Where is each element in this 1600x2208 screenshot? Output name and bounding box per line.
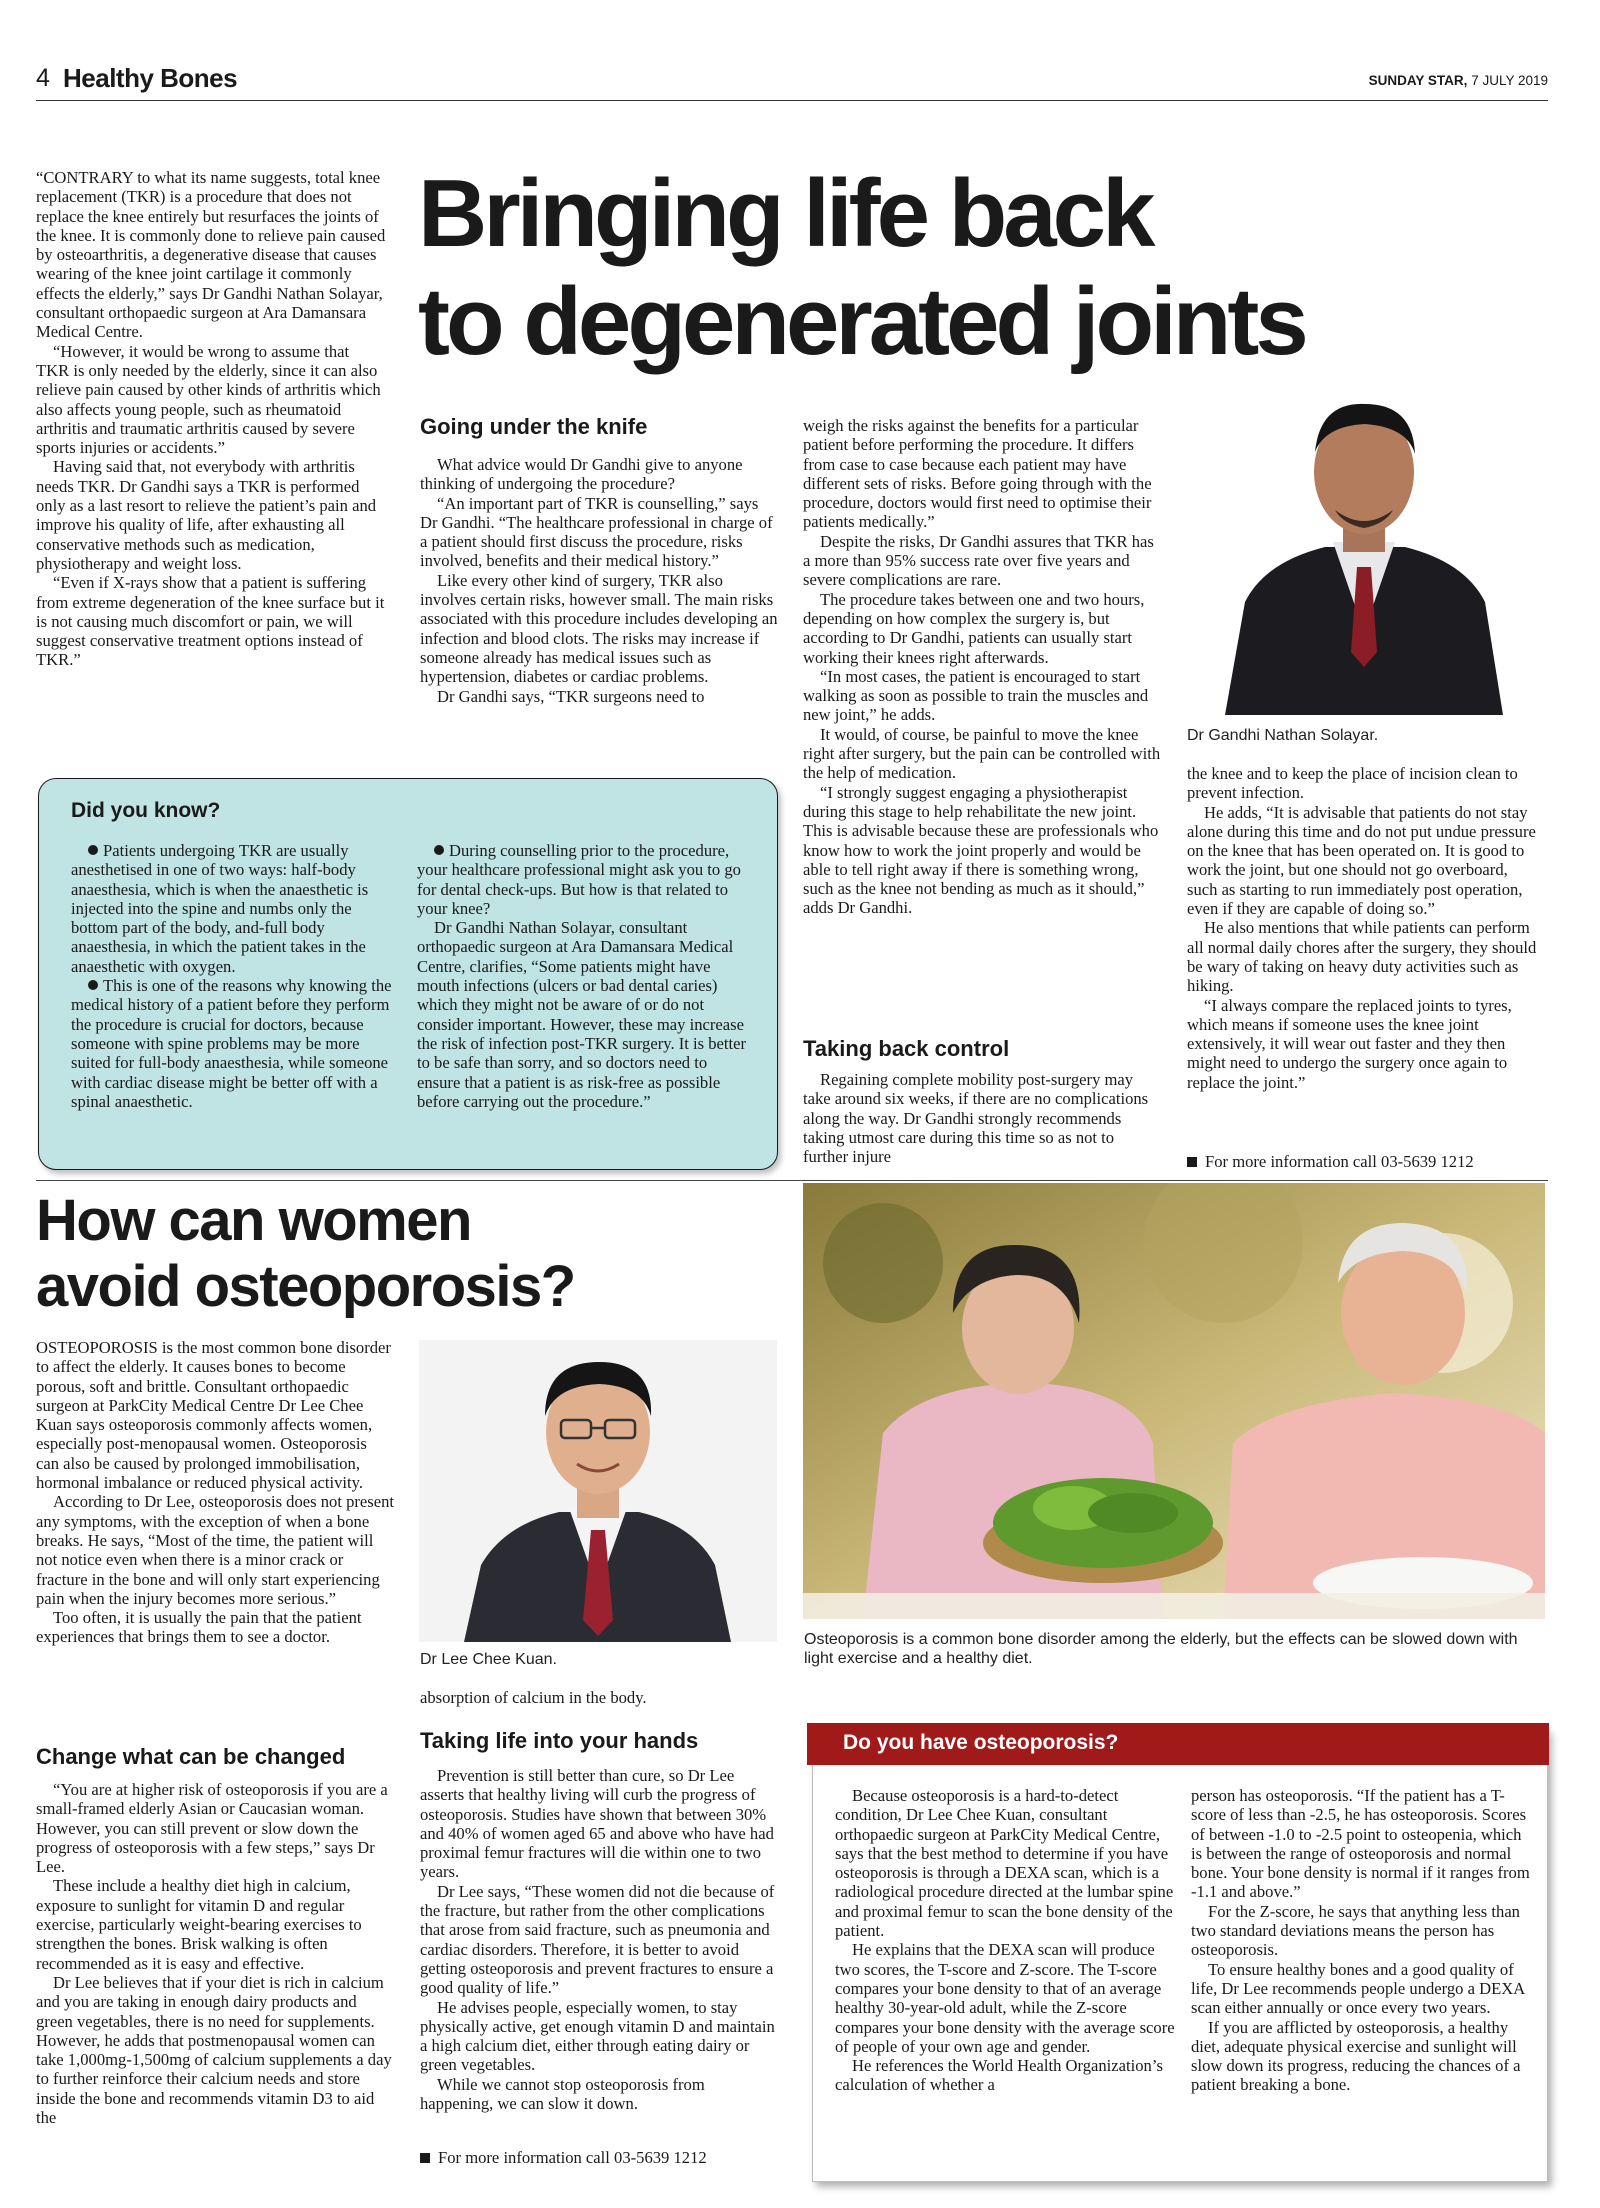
headline-line-1: How can women — [36, 1188, 471, 1253]
paragraph: “I strongly suggest engaging a physiotherapist during this stage to help rehabilitate the new joint. This is advisable because these are professionals who know how to work the joint properly and would be able to tell right away if there is something wrong, such as the knee not bending as much as it should,” adds Dr Gandhi. — [803, 782, 1159, 918]
bullet-icon — [88, 980, 98, 990]
article2-column-1 — [36, 1338, 394, 1647]
paragraph: He explains that the DEXA scan will produce two scores, the T-score and Z-score. The T-score compares your bone density to that of an average healthy 30-year-old adult, while the Z-score compares your bone density with the average score of people of your own age and gender. — [835, 1940, 1175, 2056]
paragraph: OSTEOPOROSIS is the most common bone disorder to affect the elderly. It causes bones to become porous, soft and brittle. Consultant orthopaedic surgeon at ParkCity Medical Centre Dr Lee Chee Kuan says osteoporosis commonly affects women, especially post-menopausal women. Osteoporosis can also be caused by prolonged immobilisation, hormonal imbalance or reduced physical activity. — [36, 1338, 391, 1493]
contact-line-article-1 — [1187, 1152, 1474, 1172]
osteoporosis-box-title: Do you have osteoporosis? — [843, 1731, 1119, 1754]
paragraph: Dr Lee believes that if your diet is rich in calcium and you are taking in enough dairy products and green vegetables, there is no need for supplements. However, he adds that postmenopausal women can take 1,000mg-1,500mg of calcium supplements a day to further reinforce their calcium needs and store inside the bone and recommends vitamin D3 to aid the — [36, 1972, 392, 2128]
paragraph: These include a healthy diet high in calcium, exposure to sunlight for vitamin D and regular exercise, particularly weight-bearing exercises to strengthen the bones. Brisk walking is often recommended as it is easy and effective. — [36, 1876, 362, 1973]
photo-caption-gandhi: Dr Gandhi Nathan Solayar. — [1187, 727, 1379, 744]
did-you-know-right-column — [417, 841, 747, 1111]
page-header — [36, 60, 1548, 101]
article1-column-1 — [36, 168, 386, 670]
article1-column-3 — [803, 416, 1161, 918]
photo-caption-lee: Dr Lee Chee Kuan. — [420, 1651, 557, 1668]
did-you-know-left-column — [71, 841, 401, 1111]
article1-column-3b — [803, 1070, 1161, 1166]
paragraph: “I always compare the replaced joints to tyres, which means if someone uses the knee joint extensively, it will wear out faster and they then might need to undergo the surgery once again to replace the joint.” — [1187, 995, 1512, 1092]
paragraph: He adds, “It is advisable that patients do not stay alone during this time and do not put undue pressure on the knee that has been operated on. It is good to work the joint, but one should not go overboard, such as starting to run immediately post operation, even if they are capable of doing so.” — [1187, 802, 1536, 919]
subhead-taking-life-into-your-hands: Taking life into your hands — [420, 1728, 699, 1753]
subhead-going-under-the-knife: Going under the knife — [420, 414, 648, 439]
headline-line-1: Bringing life back — [418, 160, 1152, 267]
paragraph: Prevention is still better than cure, so Dr Lee asserts that healthy living will curb the progress of osteoporosis. Studies have shown that between 30% and 40% of women aged 65 and above who have had proximal femur fractures will die within one to two years. — [420, 1766, 774, 1882]
contact-text: For more information call 03-5639 1212 — [1205, 1152, 1474, 1171]
osteoporosis-box-header — [807, 1723, 1549, 1765]
article1-column-4 — [1187, 764, 1541, 1092]
paragraph: “Even if X-rays show that a patient is suffering from extreme degeneration of the knee surface but it is not causing much discomfort or pain, we will suggest conservative treatment options instead of TKR.” — [36, 573, 385, 670]
paragraph: “CONTRARY to what its name suggests, total knee replacement (TKR) is a procedure that does not replace the knee entirely but resurfaces the joints of the knee. It is commonly done to relieve pain caused by osteoarthritis, a degenerative disease that causes wearing of the knee joint cartilage it commonly effects the elderly,” says Dr Gandhi Nathan Solayar, consultant orthopaedic surgeon at Ara Damansara Medical Centre. — [36, 168, 386, 342]
paragraph: Having said that, not everybody with arthritis needs TKR. Dr Gandhi says a TKR is performed only as a last resort to relieve the patient’s pain and improve his quality of life, after exhausting all conservative methods such as medication, physiotherapy and weight loss. — [36, 457, 377, 573]
paragraph: For the Z-score, he says that anything less than two standard deviations means the person has osteoporosis. — [1191, 1901, 1520, 1960]
paragraph: Like every other kind of surgery, TKR also involves certain risks, however small. The main risks associated with this procedure includes developing an infection and blood clots. The risks may increase if someone already has medical issues such as hypertension, diabetes or cardiac problems. — [420, 570, 778, 687]
article2-column-2 — [420, 1766, 778, 2113]
paragraph: Dr Gandhi says, “TKR surgeons need to — [437, 686, 705, 706]
photo-dr-gandhi — [1185, 392, 1543, 715]
paragraph: Regaining complete mobility post-surgery may take around six weeks, if there are no complications along the way. Dr Gandhi strongly recommends taking utmost care during this time so as not to further injure — [803, 1070, 1149, 1167]
contact-line-article-2 — [420, 2148, 707, 2168]
bullet-paragraph: This is one of the reasons why knowing the medical history of a patient before they perform the procedure is crucial for doctors, because someone with spine problems may be more suited for full-body anaesthesia, while someone with cardiac disease might be better off with a spinal anaesthetic. — [71, 976, 392, 1111]
paragraph: While we cannot stop osteoporosis from happening, we can slow it down. — [420, 2074, 705, 2114]
article2-column-2a — [420, 1688, 778, 1707]
portrait-illustration — [419, 1340, 777, 1642]
paragraph: If you are afflicted by osteoporosis, a healthy diet, adequate physical exercise and sunlight will slow down its progress, reducing the chances of a patient breaking a bone. — [1191, 2017, 1521, 2095]
article2-column-1b — [36, 1780, 394, 2127]
section-title: Healthy Bones — [63, 63, 238, 93]
headline-line-2: to degenerated joints — [418, 268, 1305, 375]
osteoporosis-box — [812, 1728, 1548, 2182]
dateline — [1369, 73, 1548, 88]
photo-elderly-couple — [803, 1183, 1545, 1619]
did-you-know-box — [38, 778, 778, 1170]
page-number: 4 — [36, 64, 50, 92]
headline-article-2 — [36, 1188, 796, 1320]
paragraph: He also mentions that while patients can perform all normal daily chores after the surgery, they should be wary of taking on heavy duty activities such as hiking. — [1187, 918, 1537, 996]
paragraph: Dr Lee says, “These women did not die because of the fracture, but rather from the other complications that arose from said fracture, such as pneumonia and cardiac disorders. Therefore, it is better to avoid getting osteoporosis and prevent fractures to ensure a good quality of life.” — [420, 1881, 775, 1998]
paragraph: “An important part of TKR is counselling,” says Dr Gandhi. “The healthcare professional in charge of a patient should first discuss the procedure, risks involved, benefits and their medical history.” — [420, 493, 773, 571]
paragraph: Despite the risks, Dr Gandhi assures that TKR has a more than 95% success rate over five years and severe complications are rare. — [803, 531, 1154, 590]
osteoporosis-left-column — [835, 1786, 1181, 2095]
article-divider — [36, 1180, 1548, 1181]
paragraph: He advises people, especially women, to stay physically active, get enough vitamin D and maintain a high calcium diet, either through eating dairy or green vegetables. — [420, 1997, 775, 2075]
paragraph: The procedure takes between one and two hours, depending on how complex the surgery is, but according to Dr Gandhi, patients can usually start working their knees right afterwards. — [803, 589, 1145, 667]
paragraph: It would, of course, be painful to move the knee right after surgery, but the pain can be controlled with the help of medication. — [803, 724, 1161, 783]
bullet-paragraph: During counselling prior to the procedure, your healthcare professional might ask you to go for dental check-ups. But how is that related to your knee? — [417, 841, 741, 918]
paragraph: According to Dr Lee, osteoporosis does not present any symptoms, with the exception of when a bone breaks. He says, “Most of the time, the patient will not notice even when there is a minor crack or fracture in the bone and will only start experiencing pain when the injury becomes more serious.” — [36, 1492, 395, 1608]
paragraph: To ensure healthy bones and a good quality of life, Dr Lee recommends people undergo a DEXA scan either annually or once every two years. — [1191, 1959, 1525, 2018]
subhead-change-what-can-be-changed: Change what can be changed — [36, 1744, 346, 1769]
paragraph: Dr Gandhi Nathan Solayar, consultant orthopaedic surgeon at Ara Damansara Medical Centre, clarifies, “Some patients might have mouth infections (ulcers or bad dental caries) which they might not be aware of or do not consider important. However, these may increase the risk of infection post-TKR surgery. It is better to be safe than sorry, and so doctors need to ensure that a patient is as risk-free as possible before carrying out the procedure.” — [417, 918, 747, 1111]
paragraph: Too often, it is usually the pain that the patient experiences that brings them to see a doctor. — [36, 1608, 362, 1647]
headline-line-2: avoid osteoporosis? — [36, 1254, 575, 1319]
paragraph: absorption of calcium in the body. — [420, 1688, 647, 1707]
did-you-know-title: Did you know? — [71, 799, 221, 822]
paragraph: the knee and to keep the place of incision clean to prevent infection. — [1187, 764, 1518, 803]
paragraph: “You are at higher risk of osteoporosis if you are a small-framed elderly Asian or Caucasian woman. However, you can still prevent or slow down the progress of osteoporosis with a few steps,” says Dr Lee. — [36, 1780, 388, 1877]
paragraph: “However, it would be wrong to assume that TKR is only needed by the elderly, since it can also relieve pain caused by other kinds of arthritis which also affects young people, such as rheumatoid arthritis and traumatic arthritis caused by severe sports injuries or accidents.” — [36, 341, 381, 458]
portrait-illustration — [1185, 392, 1543, 715]
bullet-icon — [434, 845, 444, 855]
paragraph: What advice would Dr Gandhi give to anyone thinking of undergoing the procedure? — [420, 455, 743, 494]
contact-text: For more information call 03-5639 1212 — [438, 2148, 707, 2167]
publication-name: SUNDAY STAR, — [1368, 73, 1468, 88]
bullet-icon — [88, 845, 98, 855]
photo-dr-lee — [419, 1340, 777, 1642]
osteoporosis-right-column — [1191, 1786, 1531, 2095]
photo-illustration — [803, 1183, 1545, 1619]
bullet-paragraph: Patients undergoing TKR are usually anesthetised in one of two ways: half-body anaesthesia, which is when the anaesthetic is injected into the spine and numbs only the bottom part of the body, and-full body anaesthesia, in which the patient takes in the anaesthetic with oxygen. — [71, 841, 369, 976]
paragraph: He references the World Health Organization’s calculation of whether a — [835, 2056, 1163, 2095]
paragraph: person has osteoporosis. “If the patient has a T-score of less than -2.5, he has osteoporosis. Scores of between -1.0 to -2.5 point to osteopenia, which is between the range of osteoporosis and normal bone. Your bone density is normal if it ranges from -1.1 and above.” — [1191, 1786, 1530, 1902]
headline-article-1 — [418, 160, 1538, 376]
paragraph: Because osteoporosis is a hard-to-detect condition, Dr Lee Chee Kuan, consultant orthopaedic surgeon at ParkCity Medical Centre, says that the best method to determine if you have osteoporosis is through a DEXA scan, which is a radiological procedure directed at the lumbar spine and proximal femur to scan the bone density of the patient. — [835, 1786, 1174, 1941]
photo-caption-main: Osteoporosis is a common bone disorder among the elderly, but the effects can be slowed down with light exercise and a healthy diet. — [804, 1631, 1518, 1667]
square-bullet-icon — [420, 2153, 430, 2163]
article1-column-2 — [420, 455, 778, 706]
paragraph: weigh the risks against the benefits for a particular patient before performing the procedure. It differs from case to case because each patient may have different sets of risks. Before going through with the procedure, doctors would first need to optimise their patients medically.” — [803, 416, 1152, 532]
square-bullet-icon — [1187, 1157, 1197, 1167]
paragraph: “In most cases, the patient is encouraged to start walking as soon as possible to train the muscles and new joint,” he adds. — [803, 666, 1149, 725]
subhead-taking-back-control: Taking back control — [803, 1036, 1010, 1061]
issue-date: 7 JULY 2019 — [1471, 73, 1548, 88]
